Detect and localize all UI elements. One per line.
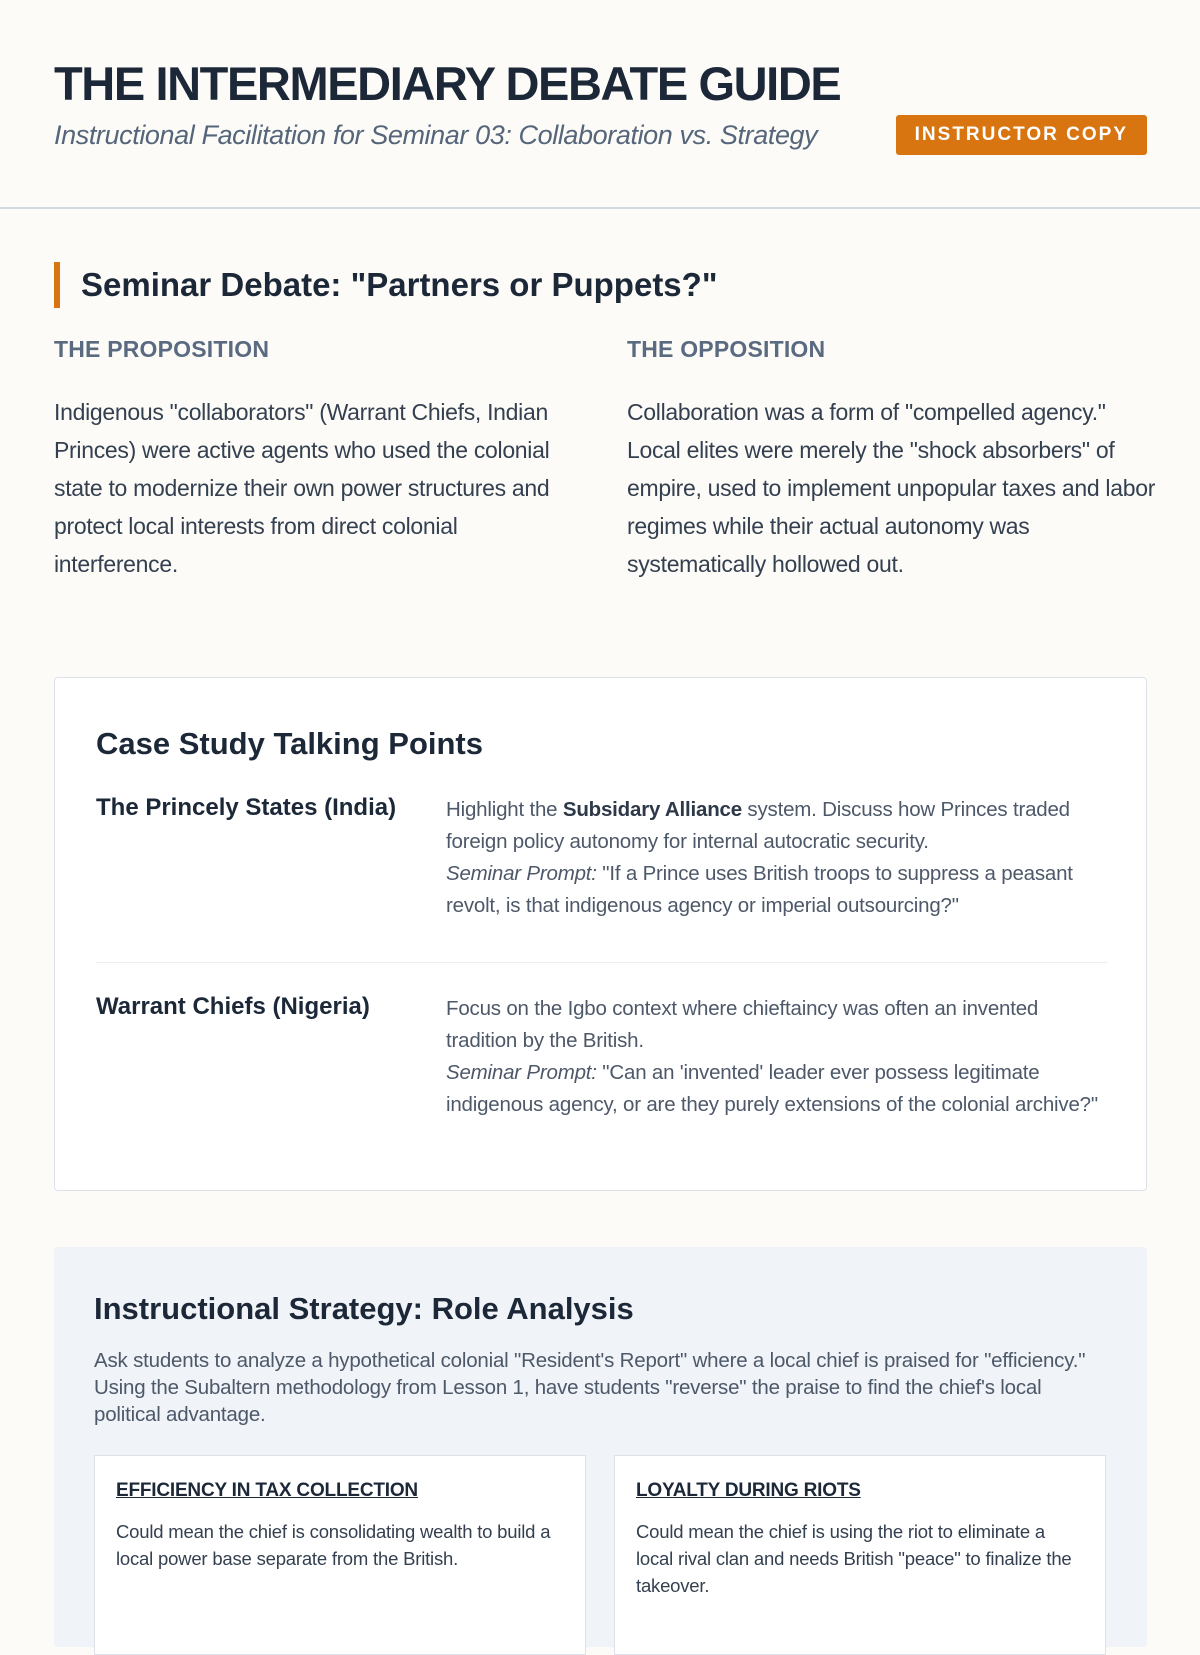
seminar-prompt-label: Seminar Prompt:: [446, 1061, 597, 1084]
instructor-copy-badge: INSTRUCTOR COPY: [896, 115, 1147, 155]
page-header: [0, 0, 1200, 209]
talking-point-name: Warrant Chiefs (Nigeria): [96, 993, 370, 1020]
opposition-column: [627, 336, 1157, 583]
strategy-description: Ask students to analyze a hypothetical colonial "Resident's Report" where a local chief is praised for "efficiency." Using the Subaltern methodology from Lesson 1, have students "reverse" the praise to find the chief's local political advantage.: [94, 1349, 1086, 1426]
talking-point-bold-term: Subsidary Alliance: [562, 798, 742, 821]
strategy-card-text: Could mean the chief is consolidating wealth to build a local power base separate from the British.: [116, 1521, 551, 1569]
strategy-card-heading: EFFICIENCY IN TAX COLLECTION: [116, 1480, 418, 1501]
case-study-card: [54, 677, 1147, 1191]
proposition-heading: THE PROPOSITION: [54, 336, 270, 362]
talking-point-divider: [96, 962, 1107, 963]
talking-point-text-continued: system. Discuss how Princes traded foreign policy autonomy for internal autocratic security.: [446, 798, 1070, 853]
opposition-heading: THE OPPOSITION: [627, 336, 826, 362]
proposition-text: Indigenous "collaborators" (Warrant Chiefs, Indian Princes) were active agents who used the colonial state to modernize their own power structures and protect local interests from direct colonial interference.: [54, 399, 550, 577]
strategy-card-text: Could mean the chief is using the riot to eliminate a local rival clan and needs British "peace" to finalize the takeover.: [636, 1521, 1072, 1596]
talking-point-text: Highlight the: [446, 798, 563, 821]
strategy-card-loyalty-riots: [614, 1455, 1106, 1655]
case-study-title: Case Study Talking Points: [96, 726, 484, 761]
seminar-prompt-text: "If a Prince uses British troops to suppress a peasant revolt, is that indigenous agency or imperial outsourcing?": [446, 862, 1073, 917]
debate-title: Seminar Debate: "Partners or Puppets?": [54, 262, 717, 308]
strategy-card-tax-collection: [94, 1455, 586, 1655]
seminar-prompt-text: "Can an 'invented' leader ever possess legitimate indigenous agency, or are they purely extensions of the colonial archive?": [446, 1061, 1098, 1116]
page-title: THE INTERMEDIARY DEBATE GUIDE: [54, 57, 841, 110]
seminar-prompt-label: Seminar Prompt:: [446, 862, 597, 885]
subtitle-row: [54, 115, 1147, 155]
proposition-column: [54, 336, 584, 583]
talking-point-text: Focus on the Igbo context where chieftaincy was often an invented tradition by the British.: [446, 997, 1039, 1052]
talking-point-name: The Princely States (India): [96, 794, 397, 821]
talking-point-body: [446, 993, 1106, 1121]
opposition-text: Collaboration was a form of "compelled agency." Local elites were merely the "shock absorbers" of empire, used to implement unpopular taxes and labor regimes while their actual autonomy was systematically hollowed out.: [627, 399, 1156, 577]
strategy-title: Instructional Strategy: Role Analysis: [94, 1291, 634, 1326]
strategy-card-heading: LOYALTY DURING RIOTS: [636, 1480, 861, 1501]
talking-point-body: [446, 794, 1106, 922]
page-subtitle: Instructional Facilitation for Seminar 03: Collaboration vs. Strategy: [54, 119, 818, 150]
strategy-panel: [54, 1247, 1147, 1647]
